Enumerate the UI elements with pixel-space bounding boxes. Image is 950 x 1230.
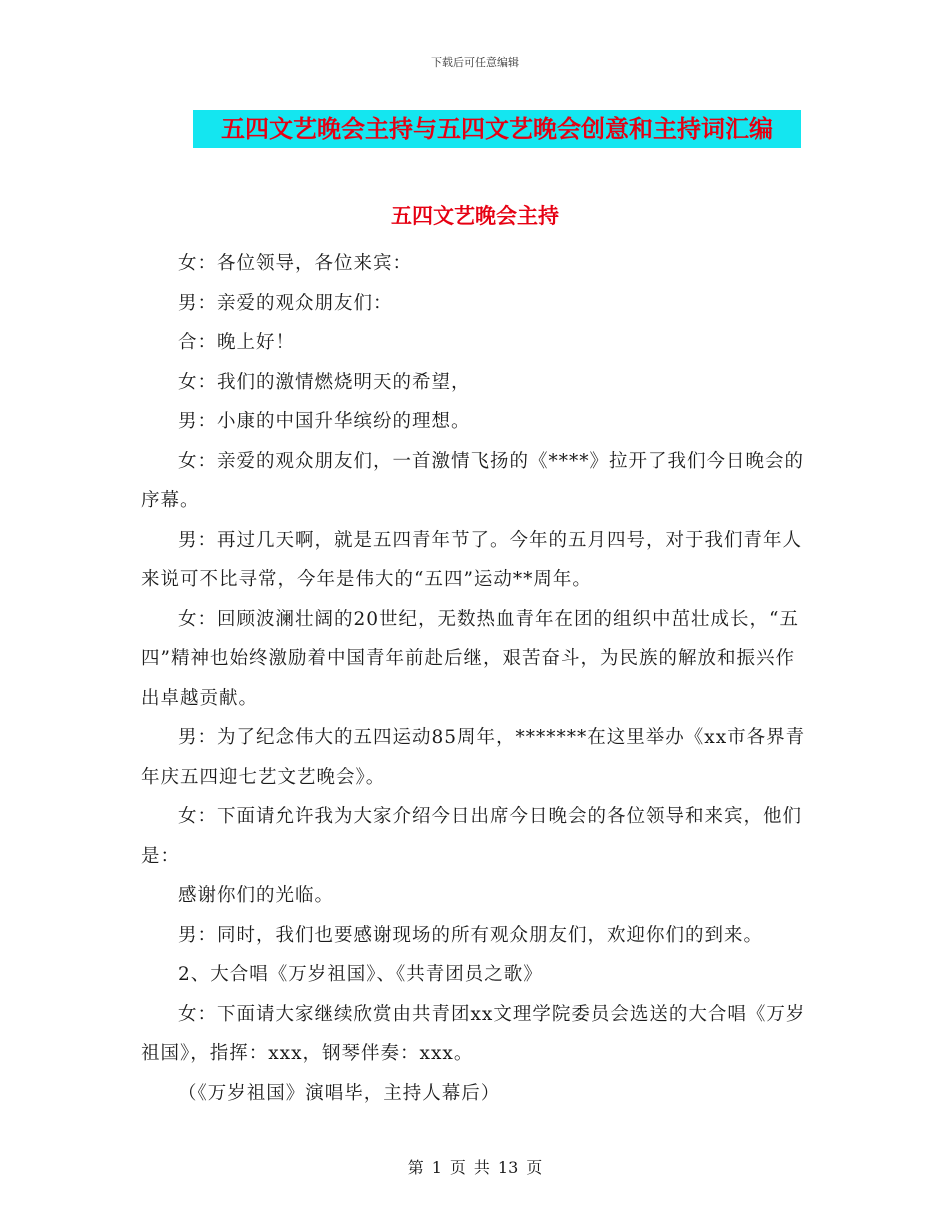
paragraph: 2、大合唱《万岁祖国》、《共青团员之歌》 [178,964,543,985]
paragraph: 女：各位领导，各位来宾： [178,253,413,274]
footer-current-page: 1 [431,1158,442,1177]
footer-total-pages: 13 [497,1158,519,1177]
document-body [141,244,809,1113]
paragraph: 男：小康的中国升华缤纷的理想。 [178,411,471,432]
paragraph: 男：亲爱的观众朋友们： [178,292,393,314]
paragraph: 男：同时，我们也要感谢现场的所有观众朋友们，欢迎你们的到来。 [178,924,764,946]
page-header-note: 下载后可任意编辑 [431,56,519,69]
footer-total-word: 共 [473,1158,490,1177]
paragraph: （《万岁祖国》演唱毕，主持人幕后） [178,1082,501,1104]
main-title: 五四文艺晚会主持与五四文艺晚会创意和主持词汇编 [193,110,801,148]
paragraph: 女：我们的激情燃烧明天的希望， [178,371,471,393]
paragraph: 女：回顾波澜壮阔的20世纪，无数热血青年在团的组织中茁壮成长，“五四”精神也始终激励着中国青年前赴后继，艰苦奋斗，为民族的解放和振兴作出卓越贡献。 [141,608,800,709]
footer-page-word: 页 [449,1158,466,1177]
footer-prefix: 第 [407,1158,424,1177]
paragraph: 男：为了纪念伟大的五四运动85周年，*******在这里举办《xx市各界青年庆五四迎七艺文艺晚会》。 [141,727,806,788]
paragraph: 女：下面请大家继续欣赏由共青团xx文理学院委员会选送的大合唱《万岁祖国》，指挥：xxx，钢琴伴奏：xxx。 [141,1003,806,1064]
page-footer [0,1155,950,1178]
footer-suffix: 页 [526,1158,543,1177]
paragraph: 感谢你们的光临。 [178,885,335,906]
section-title: 五四文艺晚会主持 [391,204,559,228]
paragraph: 女：亲爱的观众朋友们，一首激情飞扬的《****》拉开了我们今日晚会的序幕。 [141,450,805,511]
paragraph: 男：再过几天啊，就是五四青年节了。今年的五月四号，对于我们青年人来说可不比寻常，今年是伟大的“五四”运动**周年。 [141,529,803,590]
paragraph: 合：晚上好！ [178,332,296,353]
paragraph: 女：下面请允许我为大家介绍今日出席今日晚会的各位领导和来宾，他们是： [141,806,803,867]
